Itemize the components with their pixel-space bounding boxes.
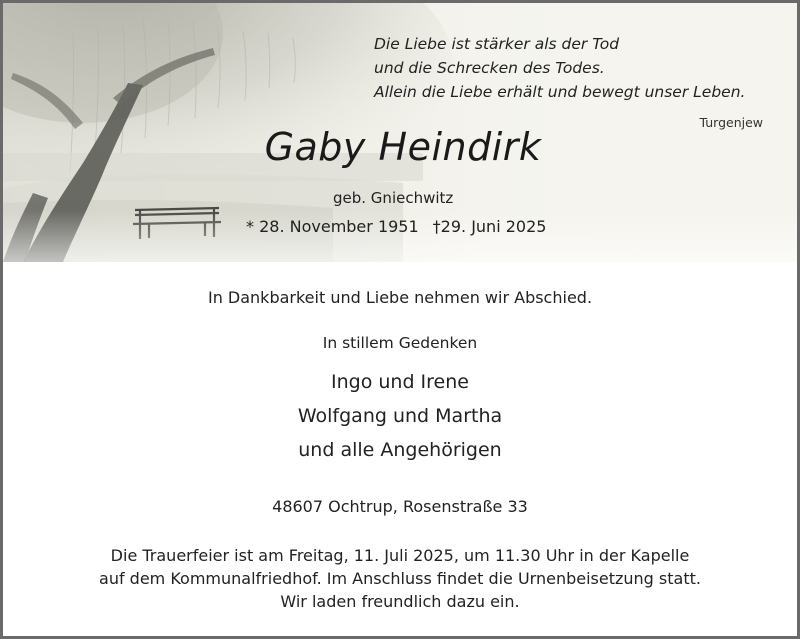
- quote-line: und die Schrecken des Todes.: [374, 59, 605, 77]
- quote-line: Die Liebe ist stärker als der Tod: [374, 35, 620, 53]
- service-line: Wir laden freundlich dazu ein.: [280, 592, 520, 611]
- quote-text: [374, 32, 745, 104]
- family-names: [3, 365, 797, 467]
- family-line: und alle Angehörigen: [298, 439, 502, 461]
- family-line: Ingo und Irene: [331, 371, 469, 393]
- quote-line: Allein die Liebe erhält und bewegt unser Leben.: [374, 83, 746, 101]
- header-image: [3, 3, 797, 262]
- service-line: Die Trauerfeier ist am Freitag, 11. Juli 2025, um 11.30 Uhr in der Kapelle: [110, 546, 690, 565]
- service-line: auf dem Kommunalfriedhof. Im Anschluss findet die Urnenbeisetzung statt.: [99, 569, 701, 588]
- address-text: 48607 Ochtrup, Rosenstraße 33: [272, 497, 528, 516]
- service-details: [3, 544, 797, 613]
- maiden-name: geb. Gniechwitz: [333, 189, 454, 207]
- farewell-text: In Dankbarkeit und Liebe nehmen wir Abschied.: [207, 288, 593, 307]
- deceased-name: [3, 125, 797, 169]
- deceased-name-text: Gaby Heindirk: [264, 125, 542, 169]
- family-line: Wolfgang und Martha: [297, 405, 503, 427]
- death-date: †29. Juni 2025: [432, 217, 547, 236]
- life-dates: [246, 217, 546, 236]
- remembrance-text: In stillem Gedenken: [322, 334, 478, 352]
- birth-date: * 28. November 1951: [246, 217, 419, 236]
- quote-author: Turgenjew: [699, 115, 763, 130]
